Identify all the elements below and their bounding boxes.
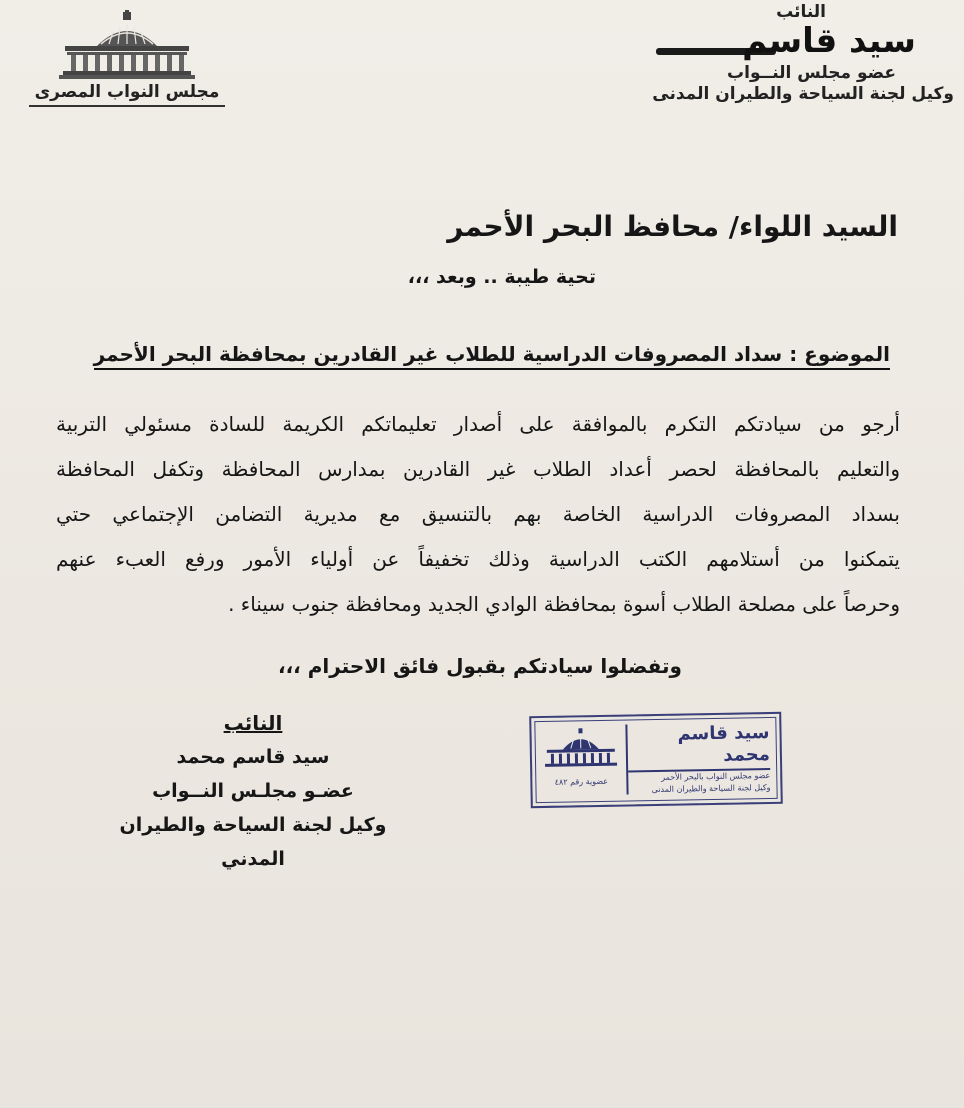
closing: وتفضلوا سيادتكم بقبول فائق الاحترام ،،،: [277, 654, 682, 678]
parliament-dome-icon: [542, 727, 619, 772]
letterhead-deputy: وكيل لجنة السياحة والطيران المدنى: [652, 84, 954, 104]
body-line: وحرصاً على مصلحة الطلاب أسوة بمحافظة الوادي الجديد ومحافظة جنوب سيناء .: [228, 592, 900, 616]
stamp-logo: [539, 727, 622, 787]
greeting: تحية طيبة .. وبعد ،،،: [407, 266, 596, 288]
subject-line: الموضوع : سداد المصروفات الدراسية للطلاب غير القادرين بمحافظة البحر الأحمر: [94, 342, 890, 370]
signature-title: النائب: [223, 711, 283, 735]
parliament-label-underline: [29, 105, 225, 107]
letterhead-logo: [28, 10, 226, 107]
signature-deputy: وكيل لجنة السياحة والطيران المدني: [119, 814, 387, 870]
body-paragraph: [56, 402, 900, 627]
letterhead-member: عضو مجلس النــواب: [727, 63, 896, 83]
letterhead-right: [594, 2, 954, 105]
body-line: أرجو من سيادتكم التكرم بالموافقة على أصدار تعليماتكم الكريمة للسادة مسئولي التربية: [56, 412, 900, 436]
signature-block: [88, 706, 418, 876]
parliament-dome-icon: [57, 10, 197, 80]
letterhead-title: النائب: [776, 2, 826, 22]
signature-name: سيد قاسم محمد: [176, 746, 330, 768]
body-line: بسداد المصروفات الدراسية الخاصة بهم بالتنسيق مع مديرية التضامن الإجتماعي حتي: [56, 502, 900, 526]
stamp-line: وكيل لجنة السياحة والطيران المدنى: [651, 783, 771, 795]
stamp-line: عضو مجلس النواب بالبحر الأحمر: [661, 771, 771, 782]
parliament-label: مجلس النواب المصرى: [34, 82, 220, 102]
stamp-membership: عضوية رقم ٤٨٢: [554, 776, 609, 787]
official-stamp: [529, 712, 783, 808]
stamp-name: سيد قاسم محمد: [627, 722, 770, 772]
body-line: يتمكنوا من أستلامهم الكتب الدراسية وذلك تخفيفاً عن أولياء الأمور ورفع العبء عنهم: [56, 547, 900, 571]
letterhead-name: سيد قاسم: [742, 21, 916, 61]
addressee: السيد اللواء/ محافظ البحر الأحمر: [447, 210, 898, 243]
body-line: والتعليم بالمحافظة لحصر أعداد الطلاب غير القادرين بمدارس المحافظة وتكفل المحافظة: [56, 457, 900, 481]
signature-member: عضـو مجلـس النــواب: [152, 780, 354, 802]
stamp-text-block: [627, 722, 770, 796]
